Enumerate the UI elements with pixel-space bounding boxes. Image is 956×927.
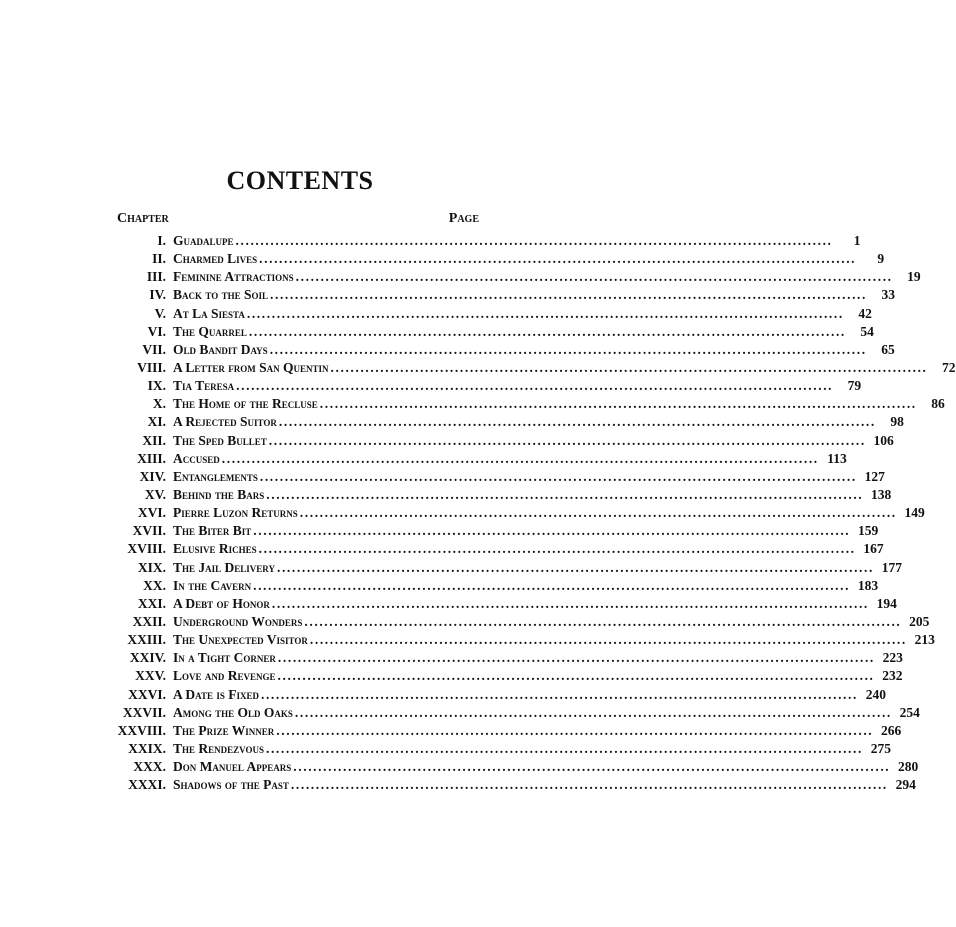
chapter-number: III. [146,269,166,285]
page-number: 9 [877,251,885,267]
page-number: 183 [857,577,879,593]
chapter-number: IX. [147,378,166,394]
leader-dots: ........................................................................................................................ [330,359,928,375]
toc-entry [0,413,904,431]
page-number: 86 [931,396,945,412]
toc-entry [0,323,874,341]
chapter-title: Accused [173,450,220,466]
chapter-line [173,232,861,250]
toc-entry [0,613,930,631]
chapter-line [173,504,925,522]
chapter-line [173,432,894,450]
toc-entry [0,758,919,776]
page-number: 127 [864,468,885,484]
chapter-title: The Sped Bullet [173,432,267,448]
chapter-line [173,631,935,649]
chapter-line [173,776,916,794]
chapter-number: IV. [149,287,166,303]
chapter-line [173,377,862,395]
toc-entry [0,595,897,613]
chapter-number: XIV. [139,468,166,484]
chapter-number: VIII. [137,359,166,375]
chapter-number: V. [154,305,166,321]
leader-dots: ........................................................................................................................ [309,632,907,648]
page-number: 72 [942,359,956,375]
chapter-title: Tia Teresa [173,378,235,394]
leader-dots: ........................................................................................................................ [259,468,857,484]
chapter-title: Shadows of the Past [173,777,289,793]
toc-entry [0,631,935,649]
page-number: 19 [907,269,921,285]
leader-dots: ........................................................................................................................ [265,740,863,756]
chapter-title: Elusive Riches [173,541,257,557]
chapter-title: The Jail Delivery [173,559,275,575]
toc-entry [0,559,902,577]
page-number: 194 [876,595,897,611]
chapter-line [173,613,930,631]
chapter-number: XXVIII. [117,722,166,738]
chapter-number: XXXI. [128,777,166,793]
chapter-number: XI. [147,414,166,430]
toc-entry [0,504,925,522]
chapter-line [173,522,879,540]
page-number: 177 [881,559,902,575]
chapter-title: The Quarrel [173,323,247,339]
chapter-title: The Rendezvous [173,740,264,756]
page-number: 113 [827,450,847,466]
leader-dots: ........................................................................................................................ [248,323,846,339]
chapter-line [173,540,884,558]
toc-entry [0,722,902,740]
chapter-number: XXX. [133,759,166,775]
leader-dots: ........................................................................................................................ [258,541,856,557]
chapter-line [173,704,920,722]
leader-dots: ........................................................................................................................ [253,523,851,539]
leader-dots: ........................................................................................................................ [276,722,874,738]
toc-entry [0,522,879,540]
leader-dots: ........................................................................................................................ [236,378,834,394]
chapter-title: Entanglements [173,468,258,484]
chapter-number: XXV. [135,668,166,684]
chapter-line [173,758,919,776]
toc-header [117,211,479,229]
leader-dots: ........................................................................................................................ [271,595,869,611]
chapter-number: XXII. [132,613,166,629]
chapter-number: XIX. [137,559,166,575]
chapter-line [173,667,903,685]
toc-entry [0,341,895,359]
toc-entry [0,359,956,377]
page-number: 213 [914,632,935,648]
chapter-number: VII. [142,341,166,357]
toc-list [0,232,956,794]
toc-entry [0,305,872,323]
page-number: 223 [882,650,903,666]
toc-entry [0,649,903,667]
chapter-title: Guadalupe [173,233,234,248]
chapter-title: A Letter from San Quentin [173,359,329,375]
leader-dots: ........................................................................................................................ [270,287,867,303]
chapter-line [173,740,891,758]
chapter-title: Behind the Bars [173,486,265,502]
leader-dots: ........................................................................................................................ [277,668,875,684]
page-number: 167 [863,541,884,557]
toc-entry [0,468,885,486]
page-number: 54 [860,323,874,339]
chapter-line [173,486,892,504]
chapter-line [173,341,895,359]
page-number: 275 [870,740,891,756]
leader-dots: ........................................................................................................................ [246,305,844,321]
chapter-title: Feminine Attractions [173,269,294,285]
toc-entry [0,232,861,250]
leader-dots: ........................................................................................................................ [260,686,858,702]
chapter-number: XXVII. [122,704,166,720]
page-number: 98 [890,414,904,430]
chapter-title: In the Cavern [173,577,252,593]
chapter-title: Among the Old Oaks [173,704,293,720]
chapter-title: Love and Revenge [173,668,276,684]
chapter-line [173,450,847,468]
leader-dots: ........................................................................................................................ [293,759,891,775]
toc-entry [0,286,895,304]
page-number: 79 [847,378,862,394]
chapter-title: Charmed Lives [173,251,258,267]
leader-dots: ........................................................................................................................ [276,559,874,575]
toc-entry [0,450,847,468]
chapter-line [173,722,902,740]
page-title: CONTENTS [226,166,374,195]
leader-dots: ........................................................................................................................ [235,233,833,248]
leader-dots: ........................................................................................................................ [294,704,892,720]
toc-entry [0,667,903,685]
page-number: 254 [899,704,920,720]
toc-entry [0,540,884,558]
chapter-line [173,359,956,377]
chapter-line [173,268,921,286]
chapter-title: Back to the Soil [173,287,268,303]
chapter-number: XX. [143,577,166,593]
toc-entry [0,395,945,413]
chapter-line [173,305,872,323]
chapter-line [173,395,945,413]
page-number: 266 [881,722,902,738]
page-number: 294 [895,777,916,793]
page-number: 159 [858,523,879,539]
toc-entry [0,776,916,794]
chapter-number: XVI. [137,505,166,521]
chapter-number: XV. [144,486,166,502]
chapter-title: In a Tight Corner [173,650,276,666]
leader-dots: ........................................................................................................................ [278,414,876,430]
chapter-number: XIII. [137,450,166,466]
page-number: 33 [881,287,895,303]
page-column-label: Page [448,211,479,226]
page-number: 205 [909,613,930,629]
page-number: 138 [871,486,892,502]
leader-dots: ........................................................................................................................ [304,613,902,629]
chapter-number: VI. [147,323,166,339]
chapter-number: XVIII. [127,541,166,557]
chapter-title: A Debt of Honor [173,595,270,611]
chapter-line [173,286,895,304]
chapter-title: The Prize Winner [173,722,275,738]
leader-dots: ........................................................................................................................ [259,251,857,267]
chapter-number: I. [157,233,166,248]
chapter-line [173,686,886,704]
chapter-title: The Unexpected Visitor [173,632,308,648]
chapter-title: Don Manuel Appears [173,759,292,775]
chapter-number: XXI. [137,595,166,611]
chapter-column-label: Chapter [117,211,169,226]
chapter-title: Pierre Luzon Returns [173,505,298,521]
page-number: 65 [881,341,895,357]
page-number: 42 [858,305,872,321]
chapter-number: XXIV. [129,650,166,666]
leader-dots: ........................................................................................................................ [266,486,864,502]
chapter-line [173,649,903,667]
chapter-number: XVII. [132,523,166,539]
toc-entry [0,486,892,504]
page-number: 232 [882,668,903,684]
leader-dots: ........................................................................................................................ [319,396,917,412]
leader-dots: ........................................................................................................................ [277,650,875,666]
chapter-title: At La Siesta [173,305,245,321]
leader-dots: ........................................................................................................................ [295,269,893,285]
chapter-number: XXVI. [128,686,166,702]
page-number: 1 [853,233,861,248]
chapter-line [173,559,902,577]
chapter-title: The Home of the Recluse [173,396,318,412]
toc-entry [0,432,894,450]
leader-dots: ........................................................................................................................ [299,505,897,521]
chapter-line [173,250,885,268]
toc-entry [0,377,862,395]
chapter-title: Old Bandit Days [173,341,268,357]
toc-entry [0,250,885,268]
toc-entry [0,740,891,758]
leader-dots: ........................................................................................................................ [221,450,819,466]
chapter-line [173,323,874,341]
chapter-line [173,577,879,595]
chapter-title: A Rejected Suitor [173,414,277,430]
leader-dots: ........................................................................................................................ [290,777,888,793]
toc-entry [0,268,921,286]
page-number: 106 [873,432,894,448]
chapter-number: X. [152,396,166,412]
chapter-number: XII. [142,432,166,448]
page-number: 149 [904,505,925,521]
chapter-number: XXIII. [127,632,166,648]
chapter-line [173,413,904,431]
leader-dots: ........................................................................................................................ [269,341,867,357]
chapter-line [173,468,885,486]
chapter-number: XXIX. [128,740,166,756]
leader-dots: ........................................................................................................................ [253,577,851,593]
leader-dots: ........................................................................................................................ [268,432,866,448]
chapter-title: The Biter Bit [173,523,252,539]
chapter-number: II. [152,251,166,267]
chapter-line [173,595,897,613]
toc-entry [0,577,879,595]
chapter-title: A Date is Fixed [173,686,259,702]
toc-entry [0,686,886,704]
page-number: 240 [865,686,886,702]
page-number: 280 [898,759,919,775]
toc-entry [0,704,920,722]
chapter-title: Underground Wonders [173,613,303,629]
